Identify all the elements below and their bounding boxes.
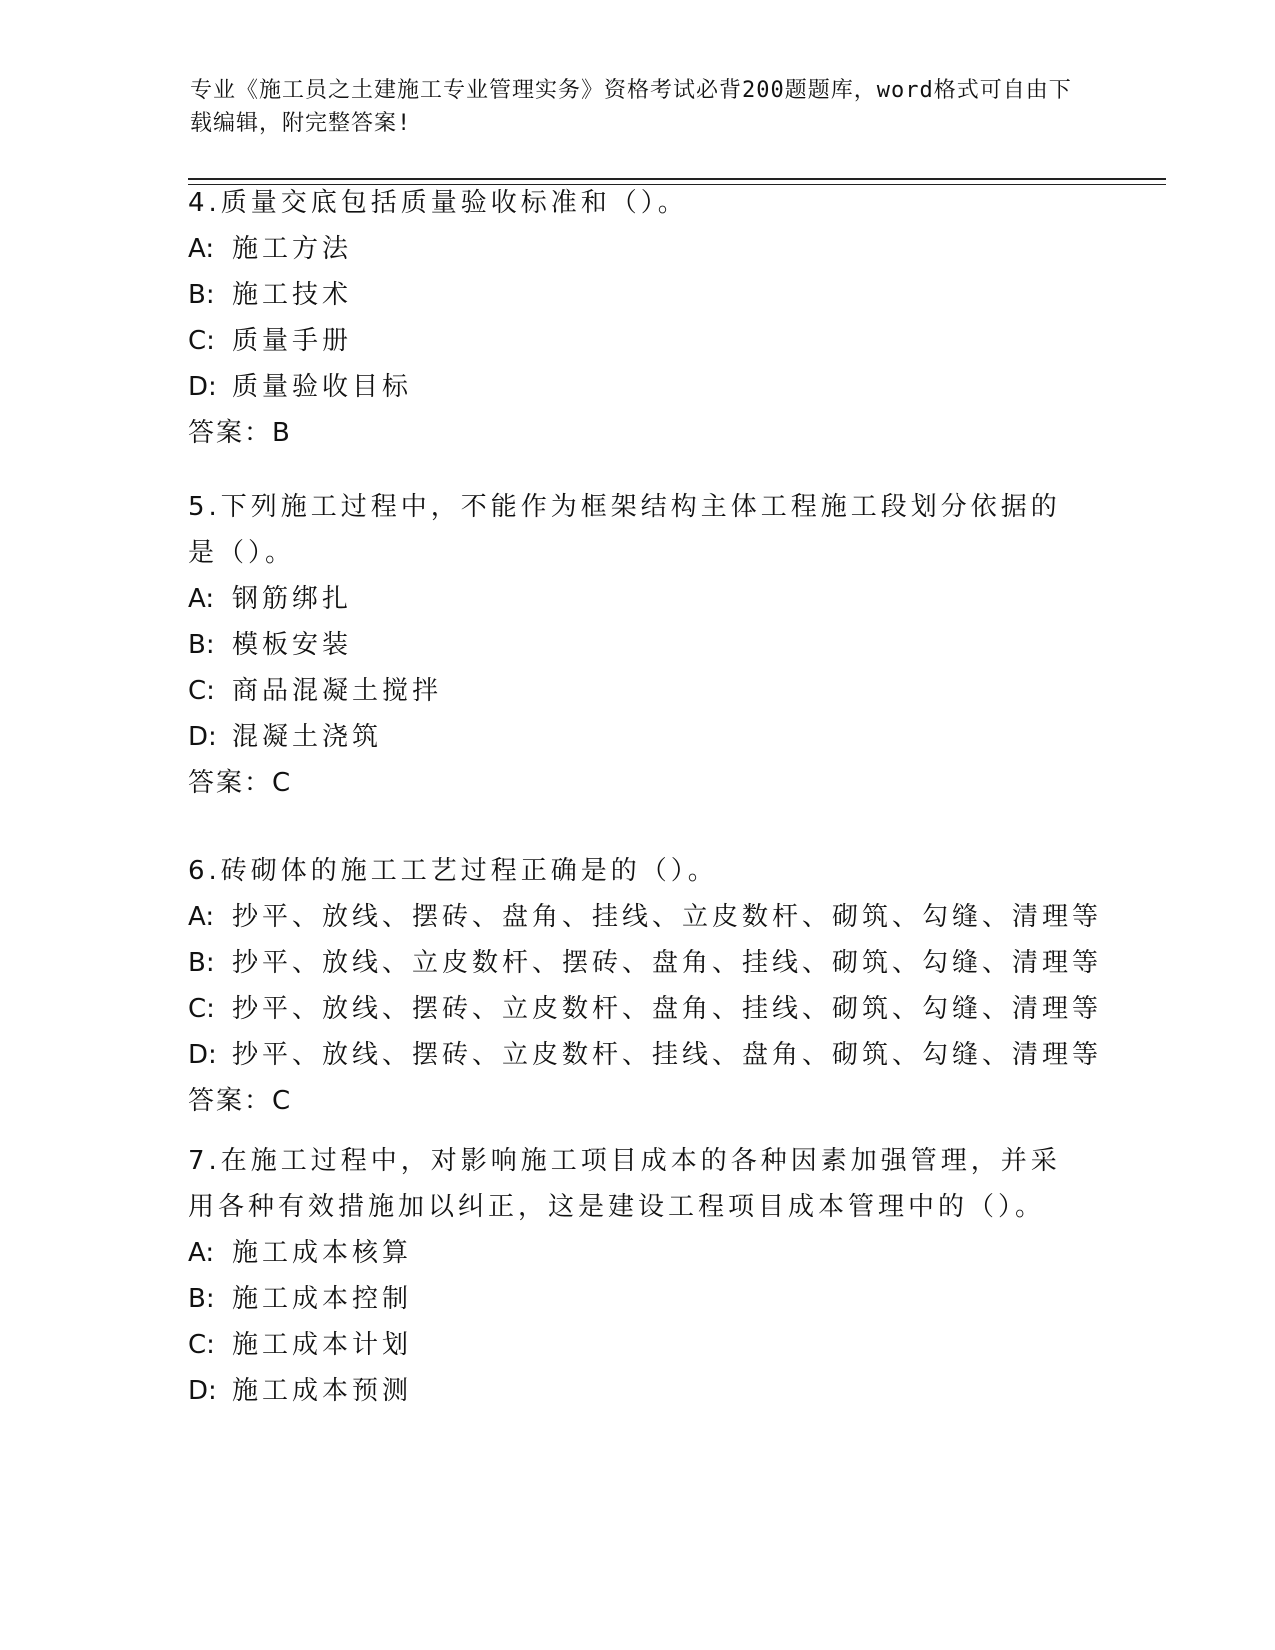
option-text: 商品混凝土搅拌 — [232, 676, 443, 706]
option-letter: B: — [188, 280, 215, 310]
option-letter: C: — [188, 326, 215, 356]
question-text: 6.砖砌体的施工工艺过程正确是的（）。 — [188, 856, 718, 886]
option-text: 施工技术 — [232, 280, 353, 310]
option-text: 施工成本预测 — [232, 1376, 413, 1406]
question-text: 7.在施工过程中，对影响施工项目成本的各种因素加强管理，并采用各种有效措施加以纠正，这是建设工程项目成本管理中的（）。 — [188, 1146, 1061, 1222]
option-c — [188, 318, 1088, 364]
option-text: 质量手册 — [232, 326, 353, 356]
answer: 答案：C — [188, 1086, 293, 1116]
question-6 — [188, 848, 1103, 1124]
option-b — [188, 1276, 1088, 1322]
option-d — [188, 1032, 1103, 1078]
option-letter: C: — [188, 1330, 215, 1360]
option-letter: B: — [188, 1284, 215, 1314]
option-text: 混凝土浇筑 — [232, 722, 383, 752]
question-7 — [188, 1138, 1088, 1414]
option-text: 施工成本核算 — [232, 1238, 413, 1268]
option-c — [188, 986, 1103, 1032]
option-d — [188, 1368, 1088, 1414]
option-c — [188, 668, 1088, 714]
option-c — [188, 1322, 1088, 1368]
option-letter: A: — [188, 584, 215, 614]
option-text: 抄平、放线、摆砖、盘角、挂线、立皮数杆、砌筑、勾缝、清理等 — [232, 902, 1103, 932]
option-text: 抄平、放线、立皮数杆、摆砖、盘角、挂线、砌筑、勾缝、清理等 — [232, 948, 1103, 978]
option-d — [188, 364, 1088, 410]
option-letter: A: — [188, 902, 215, 932]
option-letter: B: — [188, 630, 215, 660]
question-text: 4.质量交底包括质量验收标准和（）。 — [188, 188, 688, 218]
option-d — [188, 714, 1088, 760]
option-a — [188, 894, 1103, 940]
option-letter: D: — [188, 1040, 217, 1070]
option-text: 钢筋绑扎 — [232, 584, 353, 614]
option-letter: B: — [188, 948, 215, 978]
question-4 — [188, 180, 1088, 456]
option-b — [188, 940, 1103, 986]
option-text: 施工成本计划 — [232, 1330, 413, 1360]
option-letter: C: — [188, 676, 215, 706]
option-a — [188, 1230, 1088, 1276]
option-text: 质量验收目标 — [232, 372, 413, 402]
option-b — [188, 272, 1088, 318]
option-letter: A: — [188, 1238, 215, 1268]
option-letter: D: — [188, 372, 217, 402]
option-text: 施工成本控制 — [232, 1284, 413, 1314]
option-b — [188, 622, 1088, 668]
option-text: 抄平、放线、摆砖、立皮数杆、挂线、盘角、砌筑、勾缝、清理等 — [232, 1040, 1103, 1070]
option-a — [188, 226, 1088, 272]
option-a — [188, 576, 1088, 622]
answer: 答案：B — [188, 418, 292, 448]
option-text: 抄平、放线、摆砖、立皮数杆、盘角、挂线、砌筑、勾缝、清理等 — [232, 994, 1103, 1024]
document-header: 专业《施工员之土建施工专业管理实务》资格考试必背200题题库，word格式可自由下载编辑，附完整答案! — [190, 78, 1072, 136]
option-text: 模板安装 — [232, 630, 353, 660]
option-letter: C: — [188, 994, 215, 1024]
option-letter: A: — [188, 234, 215, 264]
option-letter: D: — [188, 722, 217, 752]
option-letter: D: — [188, 1376, 217, 1406]
option-text: 施工方法 — [232, 234, 353, 264]
question-text: 5.下列施工过程中，不能作为框架结构主体工程施工段划分依据的是（）。 — [188, 492, 1061, 568]
answer: 答案：C — [188, 768, 293, 798]
question-5 — [188, 484, 1088, 806]
